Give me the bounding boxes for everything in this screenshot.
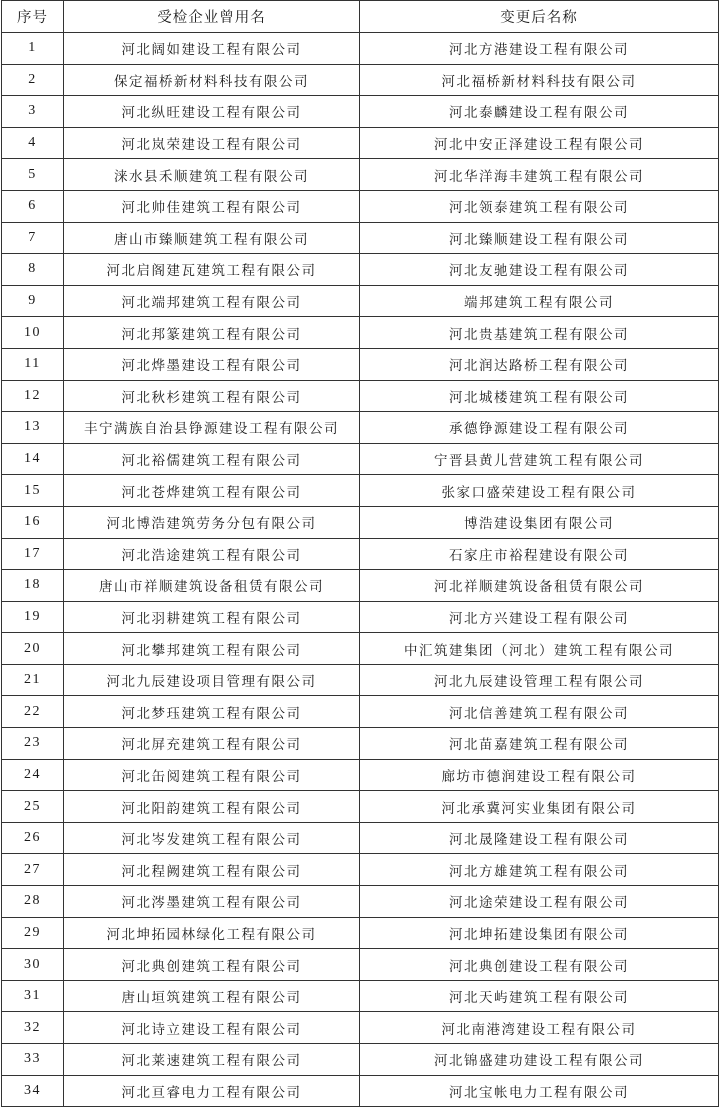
table-row: [2, 917, 719, 949]
table-row: [2, 601, 719, 633]
table-row: [2, 475, 719, 507]
table-row: [2, 33, 719, 65]
row-former-name-cell: 河北九辰建设项目管理有限公司: [64, 664, 360, 696]
row-new-name-cell: 河北天屿建筑工程有限公司: [360, 980, 719, 1012]
row-former-name-cell: 河北羽耕建筑工程有限公司: [64, 601, 360, 633]
row-seq-cell: 9: [2, 285, 64, 317]
table-row: [2, 96, 719, 128]
row-new-name-cell: 河北臻顺建设工程有限公司: [360, 222, 719, 254]
table-row: [2, 696, 719, 728]
row-seq-cell: 10: [2, 317, 64, 349]
row-seq-cell: 2: [2, 64, 64, 96]
table-row: [2, 190, 719, 222]
table-row: [2, 633, 719, 665]
row-new-name-cell: 河北方港建设工程有限公司: [360, 33, 719, 65]
row-seq-cell: 12: [2, 380, 64, 412]
table-row: [2, 1044, 719, 1076]
table-row: [2, 1012, 719, 1044]
row-former-name-cell: 河北岚荣建设工程有限公司: [64, 127, 360, 159]
row-former-name-cell: 唐山市臻顺建筑工程有限公司: [64, 222, 360, 254]
row-former-name-cell: 河北邦篆建筑工程有限公司: [64, 317, 360, 349]
table-body: [2, 33, 719, 1107]
row-new-name-cell: 河北友驰建设工程有限公司: [360, 254, 719, 286]
row-former-name-cell: 河北阔如建设工程有限公司: [64, 33, 360, 65]
row-new-name-cell: 张家口盛荣建设工程有限公司: [360, 475, 719, 507]
table-row: [2, 570, 719, 602]
row-seq-cell: 21: [2, 664, 64, 696]
row-seq-cell: 17: [2, 538, 64, 570]
row-former-name-cell: 河北涔墨建筑工程有限公司: [64, 886, 360, 918]
row-new-name-cell: 河北承冀河实业集团有限公司: [360, 791, 719, 823]
row-new-name-cell: 河北润达路桥工程有限公司: [360, 348, 719, 380]
row-new-name-cell: 河北途荣建设工程有限公司: [360, 886, 719, 918]
row-former-name-cell: 河北阳韵建筑工程有限公司: [64, 791, 360, 823]
table-row: [2, 886, 719, 918]
table-row: [2, 759, 719, 791]
company-name-change-table: [1, 0, 719, 1107]
row-seq-cell: 4: [2, 127, 64, 159]
row-former-name-cell: 涞水县禾顺建筑工程有限公司: [64, 159, 360, 191]
row-seq-cell: 1: [2, 33, 64, 65]
row-seq-cell: 11: [2, 348, 64, 380]
table-row: [2, 443, 719, 475]
table-row: [2, 317, 719, 349]
row-former-name-cell: 河北程阙建筑工程有限公司: [64, 854, 360, 886]
row-seq-cell: 7: [2, 222, 64, 254]
row-former-name-cell: 丰宁满族自治县铮源建设工程有限公司: [64, 412, 360, 444]
row-former-name-cell: 河北莱速建筑工程有限公司: [64, 1044, 360, 1076]
row-former-name-cell: 河北帅佳建筑工程有限公司: [64, 190, 360, 222]
row-former-name-cell: 河北诗立建设工程有限公司: [64, 1012, 360, 1044]
row-new-name-cell: 河北祥顺建筑设备租赁有限公司: [360, 570, 719, 602]
row-former-name-cell: 河北苍烨建筑工程有限公司: [64, 475, 360, 507]
row-former-name-cell: 河北秋杉建筑工程有限公司: [64, 380, 360, 412]
row-seq-cell: 25: [2, 791, 64, 823]
row-new-name-cell: 承德铮源建设工程有限公司: [360, 412, 719, 444]
row-former-name-cell: 河北浩途建筑工程有限公司: [64, 538, 360, 570]
row-new-name-cell: 河北方雄建筑工程有限公司: [360, 854, 719, 886]
row-new-name-cell: 博浩建设集团有限公司: [360, 506, 719, 538]
table-row: [2, 949, 719, 981]
row-seq-cell: 8: [2, 254, 64, 286]
row-former-name-cell: 河北烨墨建设工程有限公司: [64, 348, 360, 380]
row-seq-cell: 34: [2, 1075, 64, 1107]
table-header-row: [2, 1, 719, 33]
row-new-name-cell: 河北方兴建设工程有限公司: [360, 601, 719, 633]
header-seq: 序号: [2, 1, 64, 33]
row-new-name-cell: 河北信善建筑工程有限公司: [360, 696, 719, 728]
row-former-name-cell: 河北岑发建筑工程有限公司: [64, 822, 360, 854]
row-new-name-cell: 河北晟隆建设工程有限公司: [360, 822, 719, 854]
row-former-name-cell: 河北坤拓园林绿化工程有限公司: [64, 917, 360, 949]
row-former-name-cell: 河北端邦建筑工程有限公司: [64, 285, 360, 317]
row-new-name-cell: 河北九辰建设管理工程有限公司: [360, 664, 719, 696]
row-former-name-cell: 河北启阁建瓦建筑工程有限公司: [64, 254, 360, 286]
row-seq-cell: 26: [2, 822, 64, 854]
row-seq-cell: 29: [2, 917, 64, 949]
table-row: [2, 1075, 719, 1107]
document-page: [1, 0, 719, 1107]
table-row: [2, 728, 719, 760]
row-new-name-cell: 河北苗嘉建筑工程有限公司: [360, 728, 719, 760]
row-seq-cell: 19: [2, 601, 64, 633]
row-new-name-cell: 河北泰麟建设工程有限公司: [360, 96, 719, 128]
row-new-name-cell: 廊坊市德润建设工程有限公司: [360, 759, 719, 791]
header-former-name: 受检企业曾用名: [64, 1, 360, 33]
row-seq-cell: 23: [2, 728, 64, 760]
row-former-name-cell: 唐山市祥顺建筑设备租赁有限公司: [64, 570, 360, 602]
row-former-name-cell: 河北梦珏建筑工程有限公司: [64, 696, 360, 728]
row-seq-cell: 24: [2, 759, 64, 791]
table-row: [2, 854, 719, 886]
row-former-name-cell: 河北典创建筑工程有限公司: [64, 949, 360, 981]
row-new-name-cell: 宁晋县黄儿营建筑工程有限公司: [360, 443, 719, 475]
header-new-name: 变更后名称: [360, 1, 719, 33]
row-seq-cell: 20: [2, 633, 64, 665]
table-row: [2, 254, 719, 286]
row-former-name-cell: 河北屏充建筑工程有限公司: [64, 728, 360, 760]
row-seq-cell: 5: [2, 159, 64, 191]
table-row: [2, 380, 719, 412]
table-row: [2, 222, 719, 254]
row-former-name-cell: 保定福桥新材料科技有限公司: [64, 64, 360, 96]
row-former-name-cell: 河北裕儒建筑工程有限公司: [64, 443, 360, 475]
row-new-name-cell: 河北中安正泽建设工程有限公司: [360, 127, 719, 159]
table-row: [2, 506, 719, 538]
row-former-name-cell: 河北纵旺建设工程有限公司: [64, 96, 360, 128]
table-row: [2, 664, 719, 696]
table-row: [2, 64, 719, 96]
table-row: [2, 538, 719, 570]
table-row: [2, 791, 719, 823]
table-row: [2, 127, 719, 159]
row-new-name-cell: 中汇筑建集团（河北）建筑工程有限公司: [360, 633, 719, 665]
row-former-name-cell: 河北博浩建筑劳务分包有限公司: [64, 506, 360, 538]
row-new-name-cell: 河北华洋海丰建筑工程有限公司: [360, 159, 719, 191]
row-new-name-cell: 端邦建筑工程有限公司: [360, 285, 719, 317]
row-new-name-cell: 河北城楼建筑工程有限公司: [360, 380, 719, 412]
table-row: [2, 285, 719, 317]
row-seq-cell: 33: [2, 1044, 64, 1076]
row-former-name-cell: 河北攀邦建筑工程有限公司: [64, 633, 360, 665]
row-seq-cell: 32: [2, 1012, 64, 1044]
row-former-name-cell: 河北缶阅建筑工程有限公司: [64, 759, 360, 791]
row-new-name-cell: 河北领泰建筑工程有限公司: [360, 190, 719, 222]
row-seq-cell: 3: [2, 96, 64, 128]
row-seq-cell: 31: [2, 980, 64, 1012]
row-seq-cell: 28: [2, 886, 64, 918]
table-row: [2, 822, 719, 854]
row-new-name-cell: 河北锦盛建功建设工程有限公司: [360, 1044, 719, 1076]
row-new-name-cell: 河北坤拓建设集团有限公司: [360, 917, 719, 949]
row-new-name-cell: 河北福桥新材料科技有限公司: [360, 64, 719, 96]
table-row: [2, 980, 719, 1012]
row-new-name-cell: 河北贵基建筑工程有限公司: [360, 317, 719, 349]
row-seq-cell: 16: [2, 506, 64, 538]
row-seq-cell: 14: [2, 443, 64, 475]
table-row: [2, 348, 719, 380]
table-row: [2, 159, 719, 191]
row-new-name-cell: 石家庄市裕程建设有限公司: [360, 538, 719, 570]
row-new-name-cell: 河北典创建设工程有限公司: [360, 949, 719, 981]
row-seq-cell: 15: [2, 475, 64, 507]
row-seq-cell: 18: [2, 570, 64, 602]
row-new-name-cell: 河北宝帐电力工程有限公司: [360, 1075, 719, 1107]
row-former-name-cell: 河北亘睿电力工程有限公司: [64, 1075, 360, 1107]
row-seq-cell: 13: [2, 412, 64, 444]
row-seq-cell: 30: [2, 949, 64, 981]
table-row: [2, 412, 719, 444]
row-seq-cell: 22: [2, 696, 64, 728]
row-seq-cell: 6: [2, 190, 64, 222]
row-seq-cell: 27: [2, 854, 64, 886]
row-former-name-cell: 唐山垣筑建筑工程有限公司: [64, 980, 360, 1012]
row-new-name-cell: 河北南港湾建设工程有限公司: [360, 1012, 719, 1044]
